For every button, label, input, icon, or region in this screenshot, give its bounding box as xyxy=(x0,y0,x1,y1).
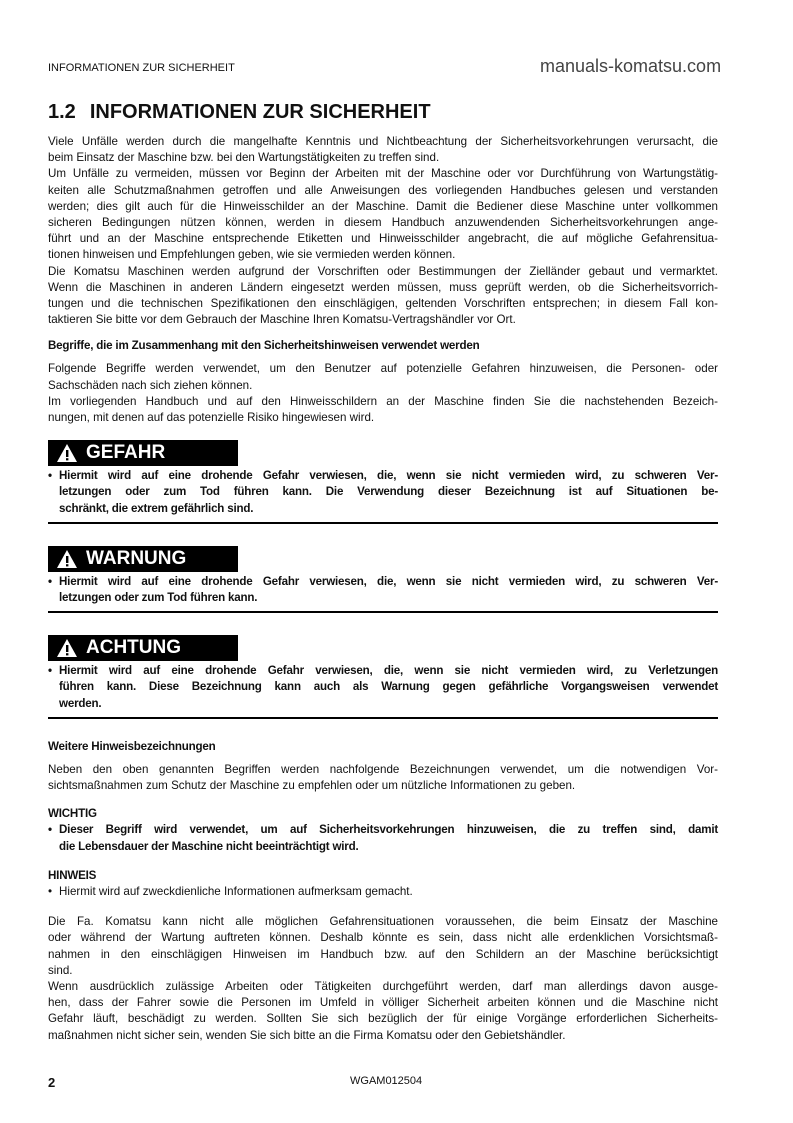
text-line: führt und an der Maschine entsprechende Etiketten und Hinweisschilder angebracht, die auf mögliche Gefahrensitua- xyxy=(48,232,718,246)
text-line: nahmen in den einschlägigen Hinweisen im Handbuch bzw. auf den Schildern an der Maschine berücksichtigt xyxy=(48,947,718,961)
text-line: tungen und die technischen Spezifikationen den einschlägigen, geltenden Vorschriften entsprechen; in diesem Fall kon- xyxy=(48,296,718,310)
text-line: taktieren Sie bitte vor dem Gebrauch der Maschine Ihren Komatsu-Vertragshändler vor Ort. xyxy=(48,313,516,327)
wichtig-label: WICHTIG xyxy=(48,807,97,821)
section-title-text: INFORMATIONEN ZUR SICHERHEIT xyxy=(89,101,431,123)
begriffe-paragraph xyxy=(48,361,718,426)
weitere-heading: Weitere Hinweisbezeichnungen xyxy=(48,739,216,753)
text-line: oder während der Wartung auftreten können. Deshalb könnte es sein, dass nicht alle erdenklichen Vorsichtsmaß- xyxy=(48,931,718,945)
signal-word-label: WARNUNG xyxy=(86,547,187,569)
begriffe-heading: Begriffe, die im Zusammenhang mit den Sicherheitshinweisen verwendet werden xyxy=(48,339,480,353)
text-line: beim Einsatz der Maschine bzw. bei den Wartungstätigkeiten zu treffen sind. xyxy=(48,151,440,165)
text-line: werden; dies gilt auch für die Hinweisschilder an der Maschine. Damit die Bediener diese Maschine unter vollkommen xyxy=(48,199,718,213)
closing-paragraph xyxy=(48,914,718,1044)
text-line: führen kann. Diese Bezeichnung kann auch als Warnung gegen gefährliche Vorgangsweisen verwendet xyxy=(59,680,718,694)
text-line: sicheren Bedingungen nützen können, werden in diesem Handbuch anzuwendenden Sicherheitsvorkehrungen ange- xyxy=(48,215,718,229)
section-title xyxy=(48,101,445,124)
bullet-text xyxy=(59,822,718,854)
text-line: tionen hinweisen und Empfehlungen geben, wie sie vermieden werden können. xyxy=(48,248,456,262)
signal-word-gefahr xyxy=(48,440,238,466)
bullet-text xyxy=(59,663,718,712)
text-line: sichtsmaßnahmen zum Schutz der Maschine zu empfehlen oder um nützliche Informationen zu geben. xyxy=(48,779,576,793)
document-code: WGAM012504 xyxy=(350,1075,423,1087)
intro-paragraph xyxy=(48,134,718,328)
text-line: Hiermit wird auf eine drohende Gefahr verwiesen, die, wenn sie nicht vermieden wird, zu schweren Ver- xyxy=(59,469,718,483)
bullet-icon: • xyxy=(48,469,52,483)
bullet-text xyxy=(59,574,718,606)
signal-description xyxy=(48,468,718,517)
text-line: Um Unfälle zu vermeiden, müssen vor Beginn der Arbeiten mit der Maschine oder vor Durchführung von Wartungstätig- xyxy=(48,167,718,181)
signal-description xyxy=(48,663,718,712)
bullet-row xyxy=(48,574,718,606)
bullet-row xyxy=(48,663,718,712)
warning-triangle-icon xyxy=(56,443,78,463)
divider xyxy=(48,611,718,613)
text-line: Hiermit wird auf eine drohende Gefahr verwiesen, die, wenn sie nicht vermieden wird, zu schweren Ver- xyxy=(59,574,718,588)
text-line: Folgende Begriffe werden verwendet, um den Benutzer auf potenzielle Gefahren hinzuweisen, die Personen- oder xyxy=(48,362,718,376)
bullet-row xyxy=(48,822,718,854)
text-line: Wenn die Maschinen in anderen Ländern eingesetzt werden müssen, muss geprüft werden, ob die Sicherheitsvorrich- xyxy=(48,280,718,294)
signal-word-label: ACHTUNG xyxy=(86,637,181,659)
divider xyxy=(48,717,718,719)
text-line: keiten alle Schutzmaßnahmen getroffen und alle Anweisungen des vorliegenden Handbuches gelesen und verstanden xyxy=(48,183,718,197)
text-line: Die Fa. Komatsu kann nicht alle möglichen Gefahrensituationen voraussehen, die beim Einsatz der Maschine xyxy=(48,915,718,929)
section-number: 1.2 xyxy=(48,101,76,123)
bullet-icon: • xyxy=(48,664,52,678)
wichtig-bullet xyxy=(48,822,718,854)
text-line: Viele Unfälle werden durch die mangelhafte Kenntnis und Nichtbeachtung der Sicherheitsvorkehrungen verursacht, die xyxy=(48,135,718,148)
text-line: Sachschäden nach sich ziehen können. xyxy=(48,378,253,392)
text-line: Neben den oben genannten Begriffen werden nachfolgende Bezeichnungen verwendet, um die notwendigen Vor- xyxy=(48,762,718,776)
weitere-paragraph xyxy=(48,762,718,794)
text-line: Gefahr läuft, beschädigt zu werden. Sollten Sie sich bezüglich der für einige Vorgänge erforderlichen Sicherheits- xyxy=(48,1012,718,1026)
text-line: nungen, mit denen auf das potenzielle Risiko hingewiesen wird. xyxy=(48,411,375,424)
bullet-icon: • xyxy=(48,574,52,588)
bullet-icon: • xyxy=(48,885,53,898)
text-line: Wenn ausdrücklich zulässige Arbeiten oder Tätigkeiten durchgeführt werden, darf man allerdings davon ausge- xyxy=(48,979,718,993)
bullet-row xyxy=(48,468,718,517)
signal-description xyxy=(48,574,718,606)
signal-word-achtung xyxy=(48,635,238,661)
text-line: letzungen oder zum Tod führen kann. xyxy=(59,590,258,604)
signal-word-label: GEFAHR xyxy=(86,442,166,464)
running-header: INFORMATIONEN ZUR SICHERHEIT xyxy=(48,62,235,74)
text-line: hen, dass der Fahrer sowie die Personen im Umfeld in völliger Sicherheit arbeiten können und die Maschine nicht xyxy=(48,996,718,1010)
bullet-text xyxy=(59,884,718,900)
bullet-row xyxy=(48,884,718,900)
text-line: schränkt, die extrem gefährlich sind. xyxy=(59,501,254,515)
bullet-text xyxy=(59,468,718,517)
text-line: maßnahmen nicht sicher sein, wenden Sie sich bitte an die Firma Komatsu oder den Gebietshändler. xyxy=(48,1028,566,1042)
text-line: sind. xyxy=(48,963,73,977)
page-number: 2 xyxy=(48,1075,56,1090)
divider xyxy=(48,522,718,524)
bullet-icon: • xyxy=(48,823,52,837)
text-line: Hiermit wird auf eine drohende Gefahr verwiesen, die, wenn sie nicht vermieden wird, zu Verletzungen xyxy=(59,664,718,678)
warning-triangle-icon xyxy=(56,638,78,658)
watermark: manuals-komatsu.com xyxy=(540,56,722,76)
text-line: die Lebensdauer der Maschine nicht beeinträchtigt wird. xyxy=(59,839,359,853)
text-line: werden. xyxy=(59,696,102,710)
signal-words xyxy=(48,440,718,719)
text-line: Im vorliegenden Handbuch und auf den Hinweisschildern an der Maschine finden Sie die nachstehenden Bezeich- xyxy=(48,394,718,408)
signal-word-warnung xyxy=(48,546,238,572)
text-line: Hiermit wird auf zweckdienliche Informationen aufmerksam gemacht. xyxy=(59,885,413,898)
hinweis-bullet xyxy=(48,884,718,900)
warning-triangle-icon xyxy=(56,549,78,569)
page-body xyxy=(48,134,718,1044)
text-line: Die Komatsu Maschinen werden aufgrund der Vorschriften oder Bestimmungen der Zielländer gebaut und vermarktet. xyxy=(48,264,718,278)
text-line: letzungen oder zum Tod führen kann. Die Verwendung dieser Bezeichnung ist auf Situationen be- xyxy=(59,485,718,499)
text-line: Dieser Begriff wird verwendet, um auf Sicherheitsvorkehrungen hinzuweisen, die zu treffen sind, damit xyxy=(59,823,718,837)
hinweis-label: HINWEIS xyxy=(48,868,97,882)
